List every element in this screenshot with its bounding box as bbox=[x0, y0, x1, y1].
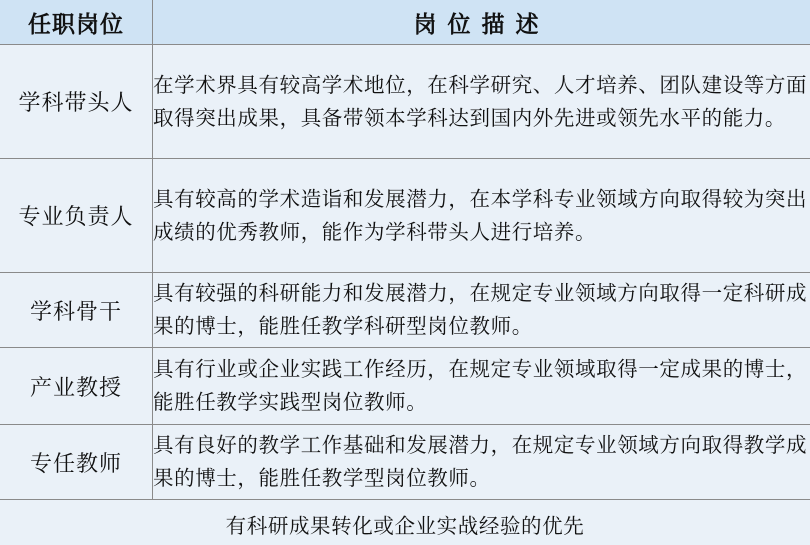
table-row bbox=[0, 273, 810, 348]
position-description: 具有较强的科研能力和发展潜力，在规定专业领域方向取得一定科研成果的博士，能胜任教学科研型岗位教师。 bbox=[153, 273, 810, 348]
position-description: 具有较高的学术造诣和发展潜力，在本学科专业领域方向取得较为突出成绩的优秀教师，能作为学科带头人进行培养。 bbox=[153, 159, 810, 273]
position-name: 专业负责人 bbox=[0, 159, 153, 273]
table-row bbox=[0, 45, 810, 159]
position-name: 学科骨干 bbox=[0, 273, 153, 348]
position-description: 具有良好的教学工作基础和发展潜力，在规定专业领域方向取得教学成果的博士，能胜任教学型岗位教师。 bbox=[153, 425, 810, 500]
footnote: 有科研成果转化或企业实战经验的优先 bbox=[225, 514, 585, 538]
position-name: 产业教授 bbox=[0, 348, 153, 425]
table-row bbox=[0, 159, 810, 273]
table-row bbox=[0, 348, 810, 425]
table-row bbox=[0, 425, 810, 500]
position-description: 具有行业或企业实践工作经历，在规定专业领域取得一定成果的博士，能胜任教学实践型岗位教师。 bbox=[153, 348, 810, 425]
position-name: 学科带头人 bbox=[0, 45, 153, 159]
position-name: 专任教师 bbox=[0, 425, 153, 500]
header-position: 任职岗位 bbox=[0, 0, 153, 45]
position-description: 在学术界具有较高学术地位，在科学研究、人才培养、团队建设等方面取得突出成果，具备带领本学科达到国内外先进或领先水平的能力。 bbox=[153, 45, 810, 159]
header-description: 岗位描述 bbox=[153, 0, 810, 45]
table-header-row bbox=[0, 0, 810, 45]
